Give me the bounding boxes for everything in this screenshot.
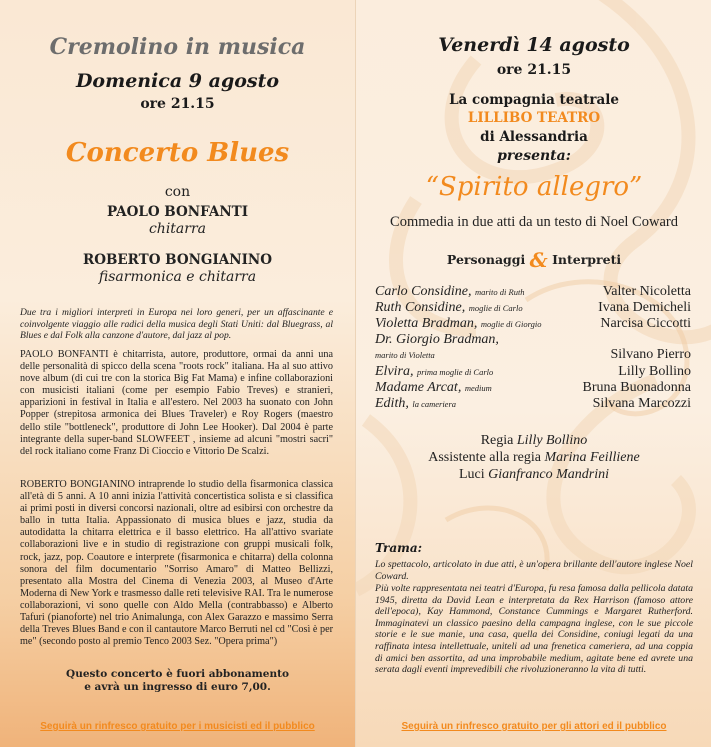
character-note: la cameriera xyxy=(412,399,457,409)
credit-assistant xyxy=(356,449,711,466)
cast-row xyxy=(375,284,691,300)
artist1-name: PAOLO BONFANTI xyxy=(106,204,249,220)
character-name: Carlo Considine, xyxy=(375,284,472,299)
play-subtitle: Commedia in due atti da un testo di Noel Coward xyxy=(390,214,678,230)
cast-row xyxy=(375,332,691,347)
credit-direction-label: Regia xyxy=(480,433,514,448)
character-name: Dr. Giorgio Bradman, xyxy=(375,332,499,347)
cast-row xyxy=(375,364,691,380)
right-panel-theatre xyxy=(355,0,711,747)
concert-title: Concerto Blues xyxy=(65,138,290,168)
character-name: Edith, xyxy=(375,396,409,411)
cast-row xyxy=(375,380,691,396)
character-name: Elvira, xyxy=(375,364,414,379)
bio-paolo-bonfanti: PAOLO BONFANTI è chitarrista, autore, produttore, ormai da anni una delle personalità di spicco della scena "roots rock" italiana. Ha al suo attivo nove album (di cui tre con la storica Big Fat Mama) e infine collaborazioni con musicisti italiani (come per esempio Fabio Treves) e stranieri, apparizioni in festival in Italia e all'estero. Nel 2003 ha suonato con John Popper (strepitosa armonica dei Blues Traveler) e Roy Rogers (maestro dello stile "bottleneck", produttore di John Lee Hooker). Dal 2004 è parte integrante della super-band SLOWFEET , insieme ad alcuni "mostri sacri" del rock italiano come Franz Di Cioccio e Vittorio De Scalzi. xyxy=(20,349,333,457)
credit-assistant-label: Assistente alla regia xyxy=(428,450,541,465)
cast-row xyxy=(375,316,691,332)
cast-header-characters: Personaggi xyxy=(446,252,526,267)
plot-heading: Trama: xyxy=(375,541,423,555)
character-note: moglie di Giorgio xyxy=(480,319,542,329)
play-title: “Spirito allegro” xyxy=(425,172,643,202)
right-footer-note: Seguirà un rinfresco gratuito per gli attori ed il pubblico xyxy=(401,721,667,732)
credit-lights xyxy=(356,466,711,483)
character-note: marito di Violetta xyxy=(375,350,435,360)
company-line: La compagnia teatrale xyxy=(449,92,619,108)
actor-name: Narcisa Ciccotti xyxy=(600,316,691,331)
actor-name: Ivana Demicheli xyxy=(598,300,691,315)
play-date: Venerdì 14 agosto xyxy=(438,34,630,56)
artist2-role: fisarmonica e chitarra xyxy=(98,269,257,285)
cast-row xyxy=(375,396,691,412)
character-note: moglie di Carlo xyxy=(468,303,523,313)
credits-block xyxy=(356,432,711,483)
artist1-role: chitarra xyxy=(148,221,207,237)
credit-direction-name: Lilly Bollino xyxy=(516,433,588,448)
cast-header xyxy=(356,248,711,272)
concert-intro: Due tra i migliori interpreti in Europa nei loro generi, per un affascinante e coinvolgente viaggio alle radici della musica degli Stati Uniti: dal Bluegrass, al Blues e dal Folk alla canzone d'autore, dal jazz al pop. xyxy=(20,307,333,342)
character-name: Violetta Bradman, xyxy=(375,316,478,331)
presents-label: presenta: xyxy=(497,148,571,164)
character-note: medium xyxy=(464,383,492,393)
actor-name: Silvano Pierro xyxy=(610,347,691,362)
actor-name: Lilly Bollino xyxy=(618,364,691,379)
concert-date: Domenica 9 agosto xyxy=(75,70,280,92)
series-title: Cremolino in musica xyxy=(49,34,306,60)
credit-direction xyxy=(356,432,711,449)
cast-list xyxy=(375,284,691,412)
with-label: con xyxy=(164,184,191,200)
character-note: marito di Ruth xyxy=(474,287,525,297)
character-name: Ruth Considine, xyxy=(375,300,466,315)
character-note: prima moglie di Carlo xyxy=(417,367,494,377)
left-footer-note: Seguirà un rinfresco gratuito per i musicisti ed il pubblico xyxy=(40,721,315,732)
credit-lights-name: Gianfranco Mandrini xyxy=(488,467,610,482)
cast-header-ampersand: & xyxy=(529,248,548,272)
company-city: di Alessandria xyxy=(480,129,588,145)
left-panel-concert xyxy=(0,0,355,747)
credit-lights-label: Luci xyxy=(458,467,485,482)
actor-name: Silvana Marcozzi xyxy=(592,396,691,411)
play-time: ore 21.15 xyxy=(496,62,572,78)
actor-name: Valter Nicoletta xyxy=(602,284,691,299)
cast-header-actors: Interpreti xyxy=(552,252,622,267)
ticket-info-line1: Questo concerto è fuori abbonamento xyxy=(66,668,289,680)
concert-time: ore 21.15 xyxy=(140,96,215,112)
cast-row xyxy=(375,300,691,316)
cast-row xyxy=(375,347,691,364)
ticket-info-line2: e avrà un ingresso di euro 7,00. xyxy=(84,681,271,693)
company-name: LILLIBO TEATRO xyxy=(467,110,601,126)
credit-assistant-name: Marina Feilliene xyxy=(544,450,640,465)
character-name: Madame Arcat, xyxy=(375,380,462,395)
bio-roberto-bongianino: ROBERTO BONGIANINO intraprende lo studio della fisarmonica classica all'età di 5 anni. A 10 anni inizia l'attività concertistica solista e si classifica ai primi posti in diversi concorsi nazionali, oltre ad esibirsi con orchestre da ballo in tutta Italia. Appassionato di musica blues e jazz, studia da autodidatta la chitarra elettrica e il basso elettrico. Ha all'attivo svariate collaborazioni live e in studio di registrazione con gruppi musicali folk, rock, jazz, pop. Coautore e interprete (fisarmonica e chitarra) della colonna sonora del film documentario "Sorriso Amaro" di Matteo Bellizzi, presentato alla Mostra del Cinema di Venezia 2003, al Museo d'Arte Moderna di New York e trasmesso dalle reti televisive RAI. Tra le numerose collaborazioni, vi sono quelle con Aldo Mella (contrabbasso) e Alberto Tafuri (pianoforte) nel trio Animalunga, con Alex Garazzo e massimo Serra della Treves Blues Band e con il cantautore Marco Berruti nel cd "Così è per me" (secondo posto al premio Tenco 2003 Sez. "Opera prima") xyxy=(20,479,333,648)
plot-paragraph-1: Lo spettacolo, articolato in due atti, è un'opera brillante dell'autore inglese Noel Coward. xyxy=(375,559,693,582)
plot-paragraph-2: Più volte rappresentata nei teatri d'Europa, fu resa famosa dalla pellicola datata 1945, diretta da David Lean e interpretata da Rex Harrison (famoso attore dell'epoca), Kay Hammond, Constance Cummings e Margaret Rutherford. Immaginatevi un classico paesino della campagna inglese, con le sue piccole storie e le sue manie, una casa, quella dei Considine, coniugi legati da una raffinata intesa intellettuale, uniteli ad una frenetica cameriera, ad una coppia di amici ben assortita, ad una improbabile medium, agitate bene ed avrete una serata dagli eventi imprevedibili che rivoluzioneranno la vita di tutti. xyxy=(375,583,693,676)
actor-name: Bruna Buonadonna xyxy=(582,380,691,395)
artist2-name: ROBERTO BONGIANINO xyxy=(83,252,272,268)
